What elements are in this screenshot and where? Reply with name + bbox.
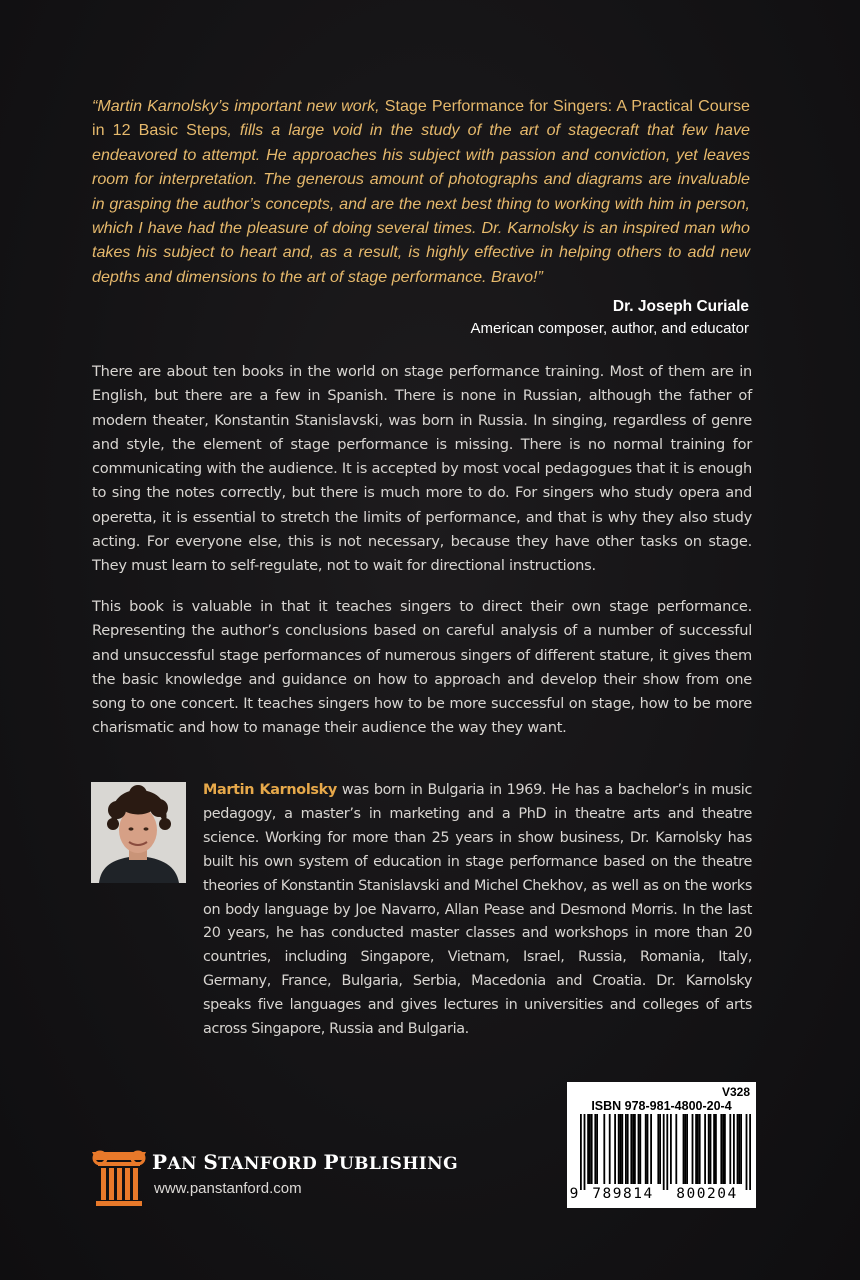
barcode-bar	[713, 1114, 715, 1184]
quote-intro: “Martin Karnolsky’s important new work,	[92, 97, 385, 115]
barcode-bar	[666, 1114, 668, 1190]
barcode-bar	[618, 1114, 620, 1184]
barcode-bar	[715, 1114, 717, 1184]
barcode-digit-first: 9	[569, 1186, 579, 1202]
barcode-bar	[614, 1114, 616, 1184]
barcode-bar	[729, 1114, 731, 1184]
barcode-bar	[738, 1114, 740, 1184]
author-portrait-image	[91, 782, 186, 883]
bio-text: was born in Bulgaria in 1969. He has a bachelor’s in music pedagogy, a master’s in marketing and a PhD in theatre arts and theatre science. Working for more than 25 years in show business, Dr. Karnolsky has built his own system of education in stage performance based on the theatre theories of Konstantin Stanislavski and Michel Chekhov, as well as on the works on body language by Joe Navarro, Allan Pease and Desmond Morris. In the last 20 years, he has conducted master classes and workshops in more than 20 countries, including Singapore, Vietnam, Israel, Russia, Romania, Italy, Germany, France, Bulgaria, Serbia, Macedonia and Croatia. Dr. Karnolsky speaks five languages and gives lectures in universities and colleges of arts across Singapore, Russia and Bulgaria.	[203, 782, 753, 1038]
publisher-logo	[90, 1148, 458, 1208]
barcode-bar	[746, 1114, 748, 1190]
barcode-bar	[603, 1114, 605, 1184]
barcode-bar	[647, 1114, 649, 1184]
barcode-bar	[737, 1114, 739, 1184]
barcode-bar	[630, 1114, 632, 1184]
price-code: V328	[721, 1085, 750, 1099]
quote-body: , fills a large void in the study of the art of stagecraft that few have endeavored to attempt. He approaches his subject with passion and conviction, yet leaves room for interpretation. The generous amount of photographs and diagrams are invaluable in grasping the author’s concepts, and are the next best thing to working with him in person, which I have had the pleasure of doing several times. Dr. Karnolsky is an inspired man who takes his subject to heart and, as a result, is highly effective in helping others to add new depths and dimensions to the art of stage performance. Bravo!”	[92, 121, 750, 286]
publisher-url: www.panstanford.com	[154, 1180, 302, 1197]
barcode-bar	[740, 1114, 742, 1184]
barcode-bar	[659, 1114, 661, 1184]
barcode-digits-left: 789814	[592, 1186, 654, 1202]
author-photo	[91, 782, 186, 883]
publisher-name: PAN STANFORD PUBLISHING	[152, 1150, 458, 1174]
barcode-digits-right: 800204	[676, 1186, 738, 1202]
barcode-bar	[625, 1114, 627, 1184]
barcode-bar	[620, 1114, 622, 1184]
quote-book-title: Stage Performance for Singers: A Practical Course in 12 Basic Steps	[92, 97, 751, 140]
barcode-bar	[621, 1114, 623, 1184]
barcode-bar	[724, 1114, 726, 1184]
barcode-bar	[650, 1114, 652, 1184]
barcode-label	[567, 1082, 756, 1208]
barcode-bar	[627, 1114, 629, 1184]
barcode-bar	[639, 1114, 641, 1184]
barcode-bar	[704, 1114, 706, 1184]
quote-attribution	[471, 296, 750, 340]
barcode-bar	[589, 1114, 591, 1184]
barcode-bar	[596, 1114, 598, 1184]
barcode-bar	[675, 1114, 677, 1184]
author-bio	[203, 779, 752, 1042]
barcode-bar	[710, 1114, 712, 1184]
endorsement-quote	[92, 94, 750, 289]
isbn-text: ISBN 978-981-4800-20-4	[591, 1099, 732, 1113]
description-paragraph-1: There are about ten books in the world on stage performance training. Most of them are in English, but there are a few in Spanish. There is none in Russian, although the father of modern theater, Konstantin Stanislavski, was born in Russia. In singing, regardless of genre and style, the element of stage performance is missing. There is no normal training for communicating with the audience. It is accepted by most vocal pedagogues that it is enough to sing the notes correctly, but there is much more to do. For singers who study opera and operetta, it is essential to stretch the limits of performance, and that is why they also study acting. For everyone else, this is not necessary, because they have other tasks on stage. They must learn to self-regulate, not to wait for directional instructions.	[92, 363, 752, 575]
barcode-bar	[645, 1114, 647, 1184]
barcode-bar	[591, 1114, 593, 1184]
bio-author-name: Martin Karnolsky	[203, 782, 337, 798]
barcode-bar	[594, 1114, 596, 1184]
barcode-bar	[587, 1114, 589, 1184]
barcode-bar	[580, 1114, 582, 1190]
barcode-bar	[697, 1114, 699, 1184]
barcode-bar	[692, 1114, 694, 1184]
barcode-bar	[584, 1114, 586, 1190]
barcode-bar	[733, 1114, 735, 1184]
attribution-name: Dr. Joseph Curiale	[612, 298, 749, 315]
barcode-bar	[720, 1114, 722, 1184]
barcode-bar	[699, 1114, 701, 1184]
barcode-bar	[708, 1114, 710, 1184]
barcode-bar	[749, 1114, 751, 1190]
barcode-bar	[684, 1114, 686, 1184]
pillar-icon	[90, 1148, 148, 1208]
barcode-image	[567, 1114, 756, 1190]
barcode-bar	[683, 1114, 685, 1184]
barcode-bar	[695, 1114, 697, 1184]
attribution-role: American composer, author, and educator	[470, 320, 749, 337]
barcode-bar	[657, 1114, 659, 1184]
barcode-bar	[663, 1114, 665, 1190]
barcode-bar	[609, 1114, 611, 1184]
description-paragraph-2: This book is valuable in that it teaches singers to direct their own stage performance. Representing the author’s conclusions based on careful analysis of a number of successful and unsuccessful stage performances of numerous singers of different stature, it gives them the basic knowledge and guidance on how to approach and develop their show from one song to one concert. It teaches singers how to be more successful on stage, how to be more charismatic and how to manage their audience the way they want.	[92, 598, 752, 737]
barcode-bar	[632, 1114, 634, 1184]
barcode-bar	[670, 1114, 672, 1184]
barcode-bar	[686, 1114, 688, 1184]
barcode-bar	[638, 1114, 640, 1184]
barcode-digits	[567, 1186, 756, 1202]
barcode-bar	[634, 1114, 636, 1184]
barcode-bar	[722, 1114, 724, 1184]
